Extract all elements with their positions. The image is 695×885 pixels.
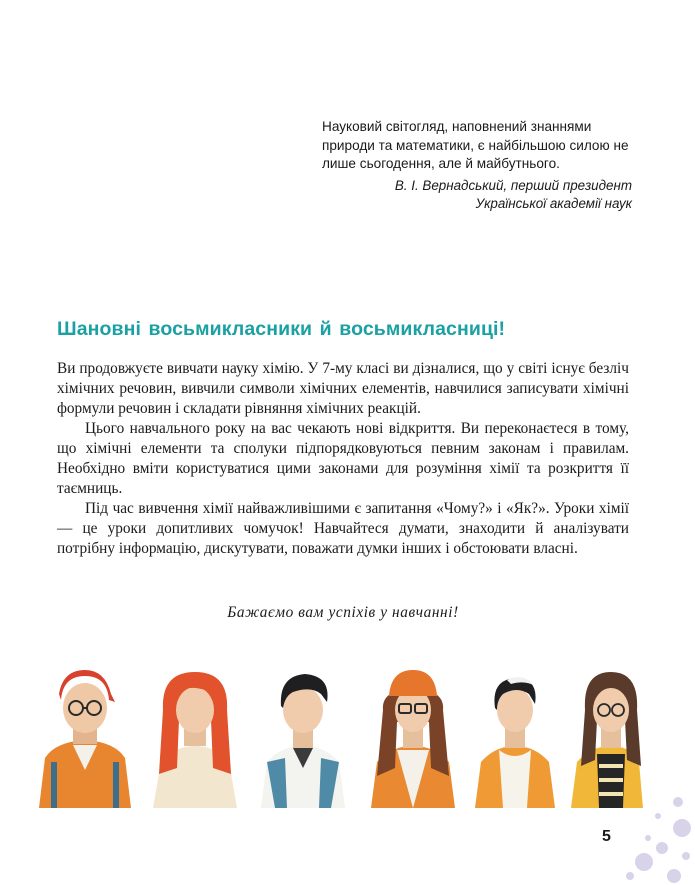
student-1-figure (39, 670, 131, 808)
page-heading: Шановні восьмикласники й восьмикласниці! (57, 318, 506, 340)
student-5-figure (475, 677, 555, 808)
paragraph-1: Ви продовжуєте вивчати науку хімію. У 7-му класі ви дізналися, що у світі існує безліч хімічних речовин, вивчили символи хімічних елементів, навчилися записувати хімічні формули речовин і складати рівняння хімічних реакцій. (57, 360, 629, 417)
student-4-figure (371, 670, 455, 808)
page-number: 5 (602, 828, 611, 845)
paragraph-2: Цього навчального року на вас чекають нові відкриття. Ви переконаєтеся в тому, що хімічні елементи та сполуки підпорядковуються певним законам і правилам. Необхідно вміти користуватися цими законами для розуміння хімії та розкриття її таємниць. (57, 420, 629, 497)
student-3-figure (261, 674, 345, 808)
student-2-figure (153, 672, 237, 808)
paragraph-3: Під час вивчення хімії найважливішими є запитання «Чому?» і «Як?». Уроки хімії — це уроки допитливих чомучок! Навчайтеся думати, знаходити й аналізувати потрібну інформацію, дискутувати, поважати думки інших і обстоювати власні. (57, 500, 629, 557)
decorative-bubbles (600, 790, 695, 885)
student-6-figure (571, 672, 643, 808)
students-illustration (35, 650, 645, 808)
epigraph (322, 118, 642, 214)
epigraph-quote: Науковий світогляд, наповнений знаннями природи та математики, є найбільшою силою не лише сьогодення, але й майбутнього. (322, 119, 629, 171)
epigraph-author: В. І. Вернадський, перший президент Української академії наук (394, 177, 632, 211)
closing-wish: Бажаємо вам успіхів у навчанні! (227, 604, 459, 621)
body-text (57, 359, 629, 559)
